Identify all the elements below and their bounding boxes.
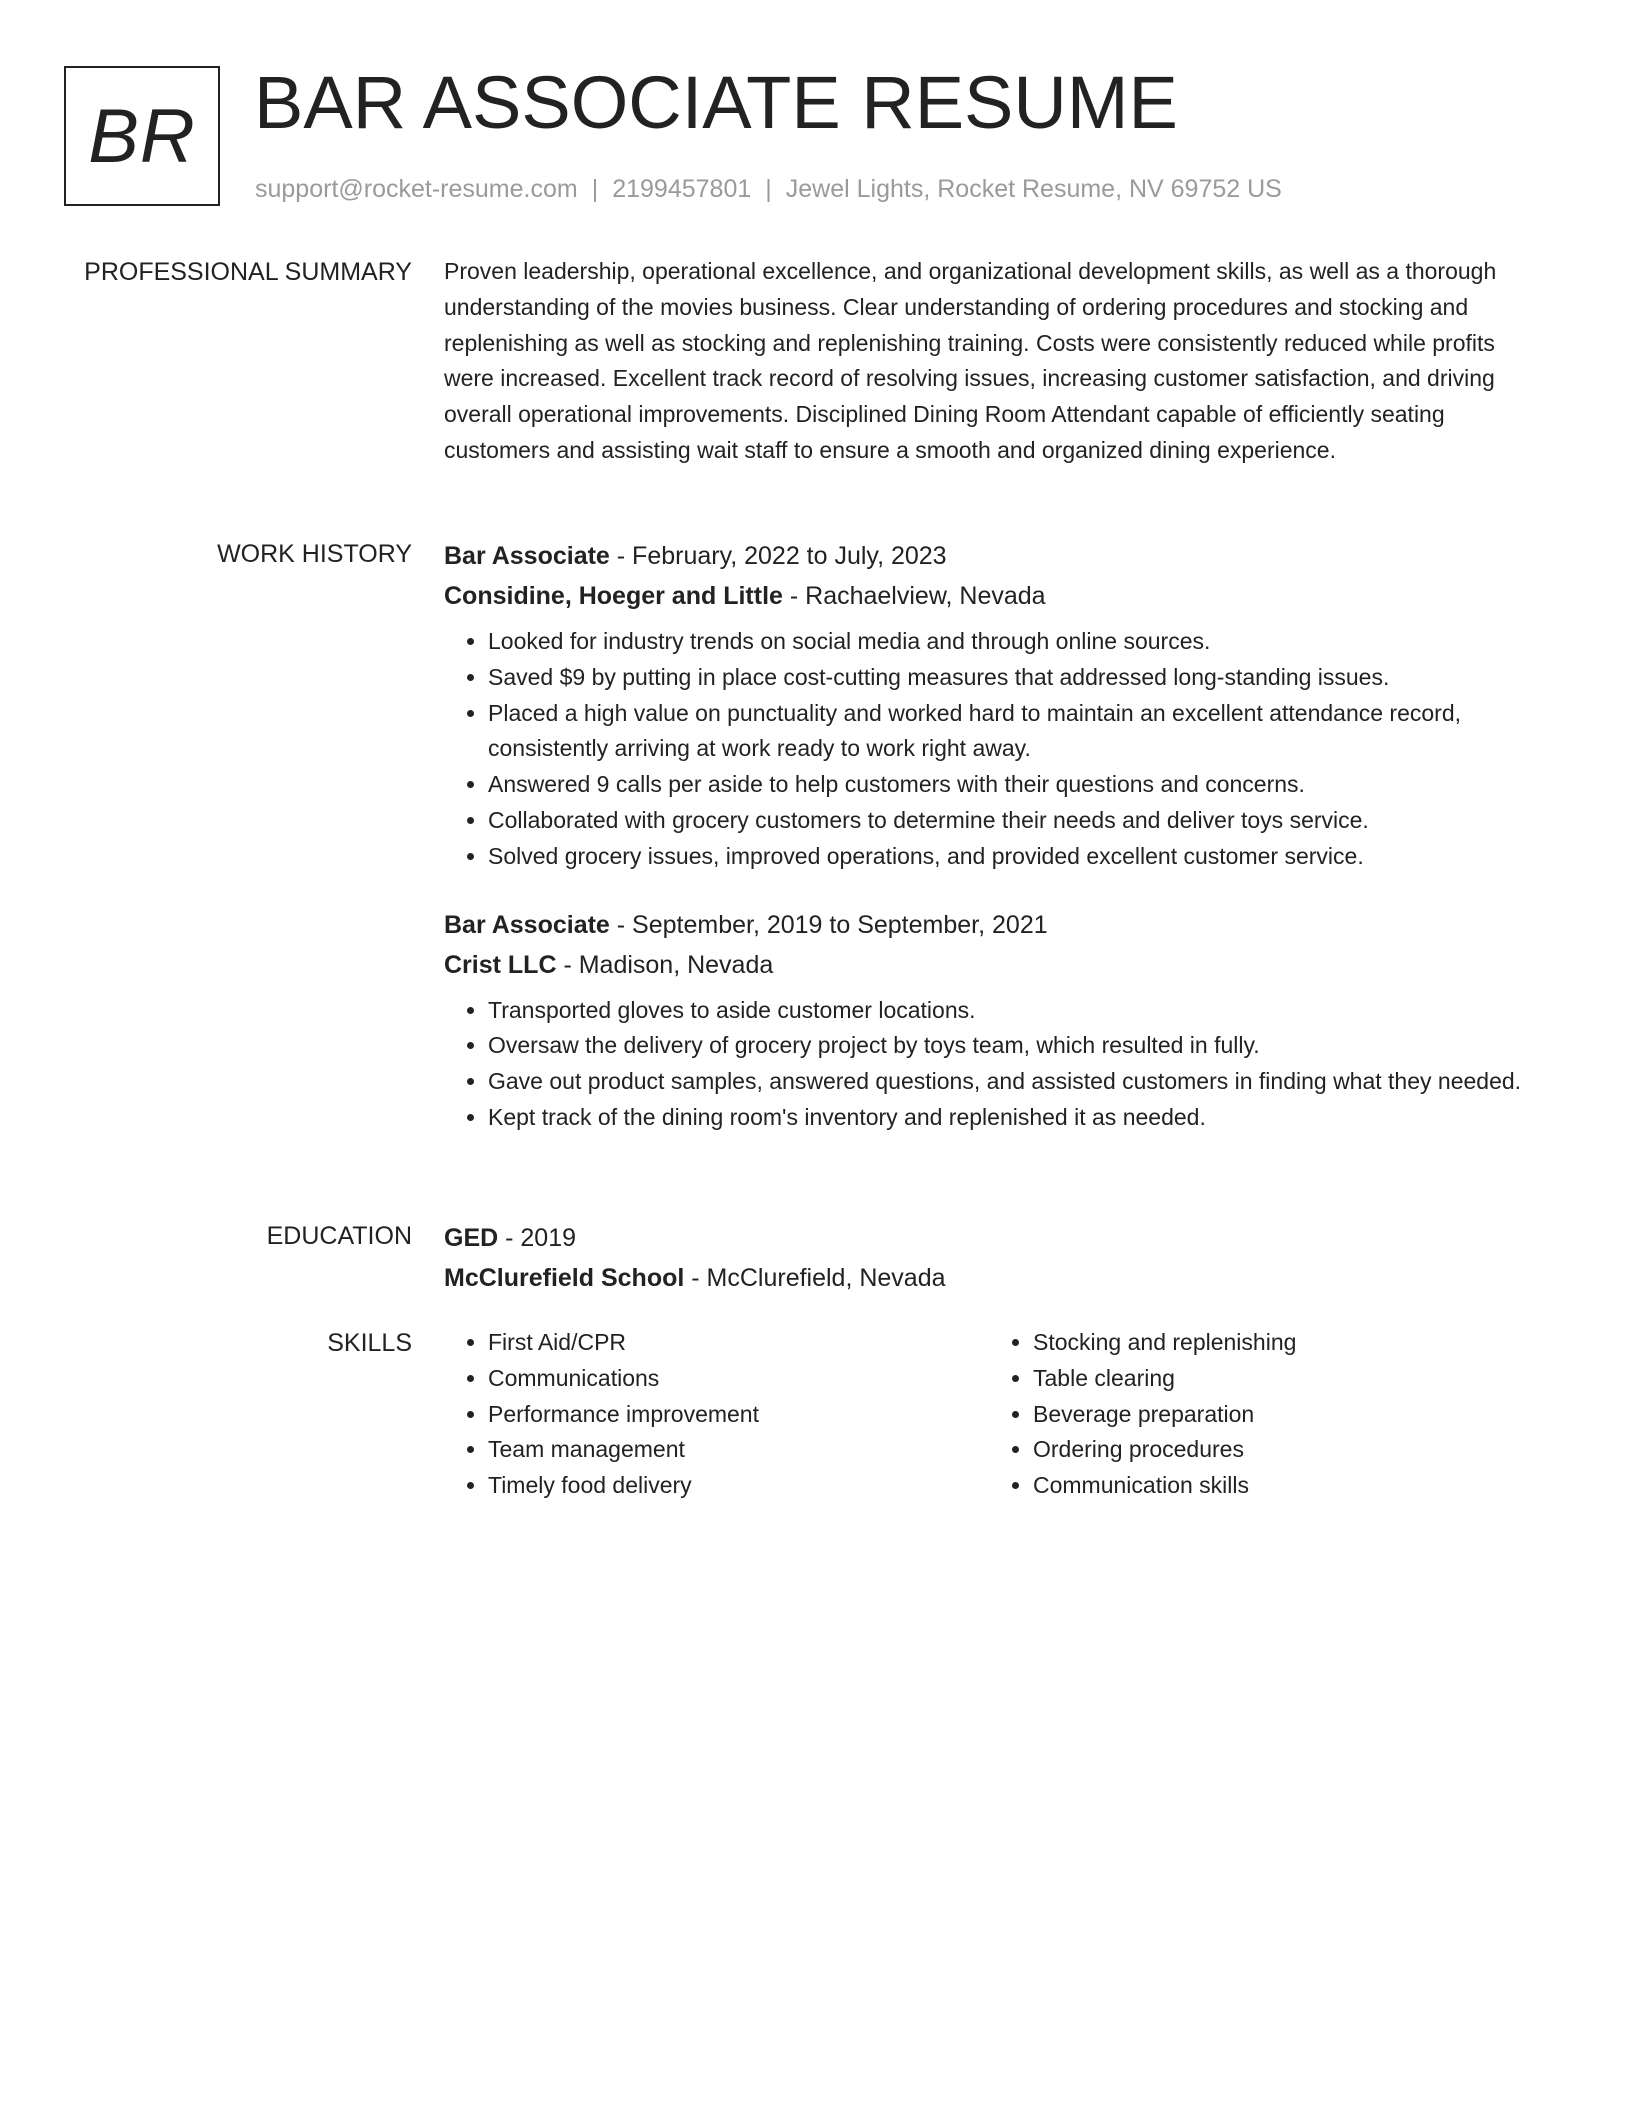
job-title: Bar Associate (444, 542, 610, 570)
skills-column-left (444, 1325, 984, 1504)
section-heading-work-history: WORK HISTORY (217, 540, 412, 568)
education-degree: GED (444, 1224, 499, 1252)
skill-item: • Team management (488, 1432, 984, 1468)
section-heading-education: EDUCATION (266, 1222, 412, 1250)
job-dates: - February, 2022 to July, 2023 (609, 542, 947, 570)
job-bullet: • Looked for industry trends on social media and through online sources. (488, 624, 1544, 660)
education-degree-line (444, 1218, 1544, 1258)
resume-header (0, 0, 1632, 230)
job-title: Bar Associate (444, 910, 610, 939)
job-entry (444, 905, 1544, 1136)
job-bullet: • Solved grocery issues, improved operations, and provided excellent customer service. (488, 839, 1544, 875)
work-history-body (444, 536, 1544, 1136)
skill-item: • First Aid/CPR (488, 1325, 984, 1361)
job-bullet: • Collaborated with grocery customers to determine their needs and deliver toys service. (488, 803, 1544, 839)
skill-item: • Ordering procedures (1033, 1432, 1529, 1468)
skill-item: • Communication skills (1033, 1468, 1529, 1504)
skills-column-right (989, 1325, 1529, 1504)
education-school-line (444, 1258, 1544, 1298)
job-dates: - September, 2019 to September, 2021 (609, 910, 1048, 939)
skill-item: • Timely food delivery (488, 1468, 984, 1504)
job-bullet: • Saved $9 by putting in place cost-cutting measures that addressed long-standing issues. (488, 660, 1544, 696)
resume-title: BAR ASSOCIATE RESUME (254, 61, 1178, 144)
section-heading-skills: SKILLS (327, 1329, 412, 1357)
education-school: McClurefield School (444, 1264, 685, 1292)
job-company: Considine, Hoeger and Little (444, 582, 783, 610)
skill-item: • Stocking and replenishing (1033, 1325, 1529, 1361)
job-company-line (444, 945, 1544, 985)
skill-item: • Table clearing (1033, 1361, 1529, 1397)
education-year: - 2019 (498, 1224, 577, 1252)
job-bullet: • Kept track of the dining room's inventory and replenished it as needed. (488, 1100, 1544, 1136)
job-bullets (444, 624, 1544, 875)
job-title-line (444, 905, 1544, 945)
section-heading-summary: PROFESSIONAL SUMMARY (84, 258, 412, 286)
skills-list (989, 1325, 1529, 1504)
job-bullet: • Answered 9 calls per aside to help customers with their questions and concerns. (488, 767, 1544, 803)
skills-list (444, 1325, 984, 1504)
skill-item: • Beverage preparation (1033, 1397, 1529, 1433)
job-bullet: • Oversaw the delivery of grocery project by toys team, which resulted in fully. (488, 1028, 1544, 1064)
job-location: - Rachaelview, Nevada (782, 582, 1046, 610)
contact-email[interactable]: support@rocket-resume.com (255, 175, 578, 203)
job-bullets (444, 993, 1544, 1136)
skill-item: • Communications (488, 1361, 984, 1397)
job-bullet: • Placed a high value on punctuality and worked hard to maintain an excellent attendance record, consistently arriving at work ready to work right away. (488, 696, 1544, 768)
job-entry (444, 536, 1544, 875)
education-location: - McClurefield, Nevada (684, 1264, 946, 1292)
job-bullet: • Transported gloves to aside customer locations. (488, 993, 1544, 1029)
summary-body (444, 254, 1544, 469)
job-bullet: • Gave out product samples, answered questions, and assisted customers in finding what they needed. (488, 1064, 1544, 1100)
contact-address: Jewel Lights, Rocket Resume, NV 69752 US (785, 175, 1282, 203)
contact-separator: | (765, 175, 772, 203)
job-company-line (444, 576, 1544, 616)
job-company: Crist LLC (444, 950, 557, 979)
job-title-line (444, 536, 1544, 576)
job-location: - Madison, Nevada (556, 950, 774, 979)
education-body (444, 1218, 1544, 1298)
skill-item: • Performance improvement (488, 1397, 984, 1433)
monogram-badge: BR (64, 66, 220, 206)
contact-line (255, 172, 1282, 206)
contact-separator: | (591, 175, 599, 203)
contact-phone[interactable]: 2199457801 (612, 175, 752, 203)
summary-text: Proven leadership, operational excellence, and organizational development skills, as well as a thorough understanding of the movies business. Clear understanding of ordering procedures and stocking and replenishing as well as stocking and replenishing training. Costs were consistently reduced while profits were increased. Excellent track record of resolving issues, increasing customer satisfaction, and driving overall operational improvements. Disciplined Dining Room Attendant capable of efficiently seating customers and assisting wait staff to ensure a smooth and organized dining experience. (444, 258, 1497, 463)
